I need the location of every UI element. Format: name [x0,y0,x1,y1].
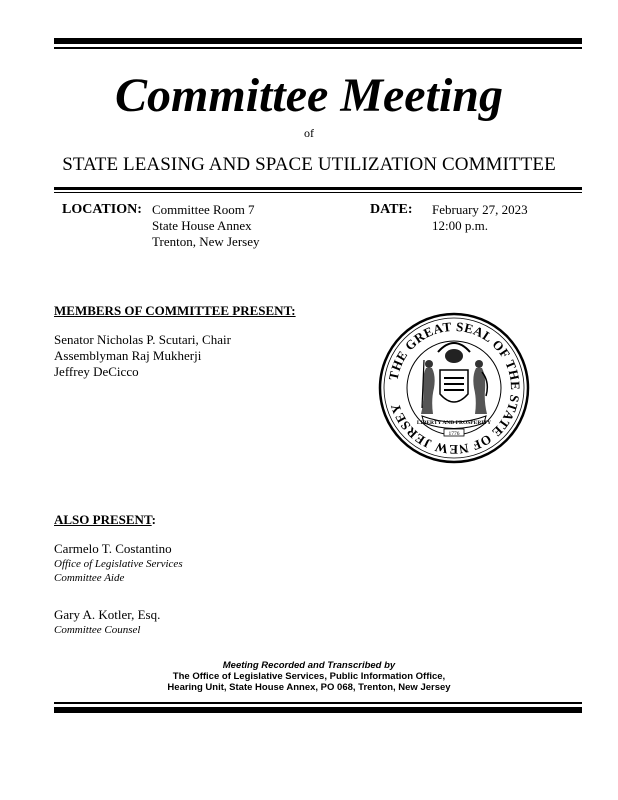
bottom-rule-thick [54,707,582,713]
time-line: 12:00 p.m. [432,218,488,233]
of-label: of [304,126,314,140]
location-line: State House Annex [152,218,252,233]
member-name: Senator Nicholas P. Scutari, Chair [54,332,231,347]
middle-rule-thin [54,192,582,193]
members-heading: MEMBERS OF COMMITTEE PRESENT: [54,303,296,318]
bottom-rule-thin [54,702,582,704]
seal-ribbon: LIBERTY AND PROSPERITY [416,420,492,426]
footer-line-2: The Office of Legislative Services, Public Information Office, [172,671,446,682]
attendee [54,607,160,637]
date-label: DATE: [370,202,413,217]
also-present-heading-wrap [54,512,156,528]
middle-rule-thick [54,187,582,190]
attendee-role: Office of Legislative Services [54,558,183,570]
location-label: LOCATION: [62,202,142,217]
member-name: Jeffrey DeCicco [54,364,139,379]
footer-line-1: Meeting Recorded and Transcribed by [222,660,396,671]
date-value [432,202,528,234]
new-jersey-seal [378,312,530,464]
also-present-colon: : [151,512,156,527]
location-line: Trenton, New Jersey [152,234,260,249]
attendee-name: Carmelo T. Costantino [54,541,172,556]
attendee [54,541,183,585]
attendee-role: Committee Aide [54,572,125,584]
date-line: February 27, 2023 [432,202,528,217]
member-name: Assemblyman Raj Mukherji [54,348,202,363]
attendee-name: Gary A. Kotler, Esq. [54,607,161,622]
footer [0,660,618,693]
page-title: Committee Meeting [115,69,503,122]
seal-year: 1776 [448,431,460,437]
location-value [152,202,259,250]
location-line: Committee Room 7 [152,202,255,217]
attendee-role: Committee Counsel [54,624,141,636]
top-rule-thick [54,38,582,44]
committee-name: STATE LEASING AND SPACE UTILIZATION COMMITTEE [62,154,556,175]
members-list [54,332,231,380]
also-present-heading: ALSO PRESENT [54,512,152,527]
seal-text: THE GREAT SEAL OF THE STATE OF NEW JERSEY [385,318,524,458]
footer-line-3: Hearing Unit, State House Annex, PO 068, Trenton, New Jersey [167,682,451,693]
top-rule-thin [54,47,582,49]
